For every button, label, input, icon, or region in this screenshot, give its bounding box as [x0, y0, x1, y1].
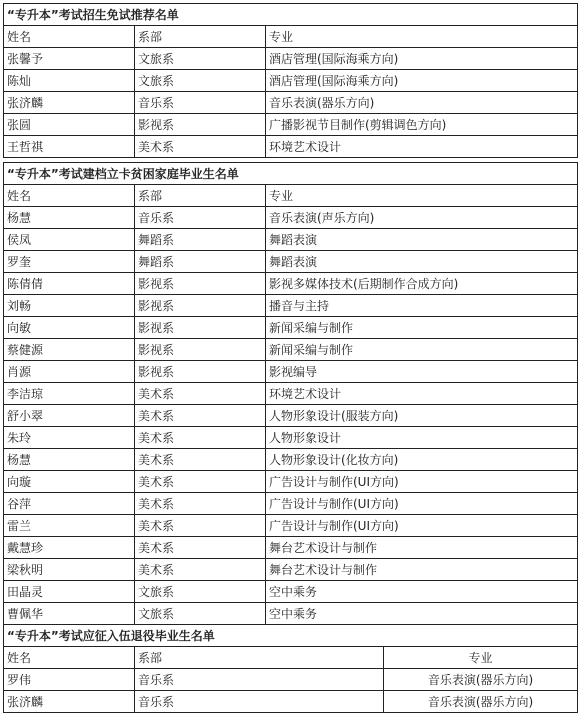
cell-department: 影视系: [135, 273, 266, 295]
cell-name: 戴慧珍: [4, 537, 135, 559]
cell-major: 舞蹈表演: [266, 251, 578, 273]
cell-name: 张济麟: [4, 691, 135, 713]
table-row: [4, 515, 578, 537]
cell-major: 环境艺术设计: [266, 383, 578, 405]
cell-name: 李洁琼: [4, 383, 135, 405]
cell-major: 新闻采编与制作: [266, 339, 578, 361]
cell-major: 酒店管理(国际海乘方向): [266, 70, 578, 92]
cell-name: 罗奎: [4, 251, 135, 273]
cell-name: 肖源: [4, 361, 135, 383]
table-row: [4, 317, 578, 339]
cell-department: 影视系: [135, 317, 266, 339]
header-department: 系部: [135, 647, 384, 669]
cell-name: 侯凤: [4, 229, 135, 251]
cell-department: 美术系: [135, 471, 266, 493]
cell-major: 音乐表演(声乐方向): [266, 207, 578, 229]
cell-name: 王哲祺: [4, 136, 135, 158]
table-row: [4, 559, 578, 581]
cell-department: 影视系: [135, 295, 266, 317]
cell-major: 音乐表演(器乐方向): [384, 691, 578, 713]
table-row: [4, 405, 578, 427]
table-row: [4, 339, 578, 361]
table-veteran-graduates: [3, 624, 578, 713]
cell-department: 美术系: [135, 537, 266, 559]
cell-department: 文旅系: [135, 603, 266, 625]
table-body: [4, 4, 578, 158]
cell-department: 影视系: [135, 361, 266, 383]
cell-department: 美术系: [135, 515, 266, 537]
cell-name: 向敏: [4, 317, 135, 339]
cell-major: 环境艺术设计: [266, 136, 578, 158]
cell-major: 舞蹈表演: [266, 229, 578, 251]
table-row: [4, 581, 578, 603]
cell-major: 空中乘务: [266, 603, 578, 625]
cell-department: 美术系: [135, 559, 266, 581]
table-header-row: [4, 647, 578, 669]
cell-name: 曹佩华: [4, 603, 135, 625]
table-row: [4, 669, 578, 691]
cell-name: 蔡健源: [4, 339, 135, 361]
cell-department: 文旅系: [135, 581, 266, 603]
cell-name: 谷萍: [4, 493, 135, 515]
header-name: 姓名: [4, 185, 135, 207]
table-title-row: [4, 625, 578, 647]
cell-major: 人物形象设计(服装方向): [266, 405, 578, 427]
header-name: 姓名: [4, 647, 135, 669]
table-row: [4, 295, 578, 317]
cell-major: 空中乘务: [266, 581, 578, 603]
cell-department: 音乐系: [135, 207, 266, 229]
cell-name: 张圆: [4, 114, 135, 136]
table-row: [4, 691, 578, 713]
table-row: [4, 114, 578, 136]
cell-name: 田晶灵: [4, 581, 135, 603]
cell-major: 广告设计与制作(UI方向): [266, 515, 578, 537]
table-row: [4, 229, 578, 251]
table-title-row: [4, 163, 578, 185]
cell-major: 舞台艺术设计与制作: [266, 559, 578, 581]
cell-name: 雷兰: [4, 515, 135, 537]
table-row: [4, 493, 578, 515]
table-row: [4, 449, 578, 471]
table-recommended: [3, 3, 578, 158]
cell-major: 影视编导: [266, 361, 578, 383]
cell-major: 舞台艺术设计与制作: [266, 537, 578, 559]
cell-name: 舒小翠: [4, 405, 135, 427]
cell-department: 文旅系: [135, 48, 266, 70]
cell-department: 影视系: [135, 114, 266, 136]
cell-name: 梁秋明: [4, 559, 135, 581]
table-title-row: [4, 4, 578, 26]
cell-major: 音乐表演(器乐方向): [266, 92, 578, 114]
table-row: [4, 207, 578, 229]
header-major: 专业: [266, 26, 578, 48]
table-body: [4, 625, 578, 713]
cell-name: 杨慧: [4, 449, 135, 471]
cell-name: 向璇: [4, 471, 135, 493]
header-department: 系部: [135, 26, 266, 48]
table-row: [4, 273, 578, 295]
cell-name: 朱玲: [4, 427, 135, 449]
cell-department: 舞蹈系: [135, 229, 266, 251]
cell-major: 新闻采编与制作: [266, 317, 578, 339]
header-major: 专业: [266, 185, 578, 207]
table-row: [4, 136, 578, 158]
table-row: [4, 427, 578, 449]
cell-name: 张馨予: [4, 48, 135, 70]
cell-department: 音乐系: [135, 92, 266, 114]
cell-name: 罗伟: [4, 669, 135, 691]
table-row: [4, 383, 578, 405]
cell-name: 陈倩倩: [4, 273, 135, 295]
cell-department: 美术系: [135, 493, 266, 515]
cell-major: 酒店管理(国际海乘方向): [266, 48, 578, 70]
table-row: [4, 70, 578, 92]
cell-department: 文旅系: [135, 70, 266, 92]
header-major: 专业: [384, 647, 578, 669]
cell-department: 舞蹈系: [135, 251, 266, 273]
cell-major: 影视多媒体技术(后期制作合成方向): [266, 273, 578, 295]
cell-department: 美术系: [135, 427, 266, 449]
cell-major: 广告设计与制作(UI方向): [266, 471, 578, 493]
section-title: “专升本”考试建档立卡贫困家庭毕业生名单: [4, 163, 578, 185]
cell-major: 播音与主持: [266, 295, 578, 317]
table-row: [4, 603, 578, 625]
table-row: [4, 537, 578, 559]
cell-department: 影视系: [135, 339, 266, 361]
section-title: “专升本”考试应征入伍退役毕业生名单: [4, 625, 578, 647]
table-poverty-graduates: [3, 162, 578, 625]
cell-name: 张济麟: [4, 92, 135, 114]
cell-department: 音乐系: [135, 669, 384, 691]
header-name: 姓名: [4, 26, 135, 48]
cell-name: 刘畅: [4, 295, 135, 317]
table-header-row: [4, 26, 578, 48]
table-row: [4, 92, 578, 114]
cell-major: 广播影视节目制作(剪辑调色方向): [266, 114, 578, 136]
cell-major: 音乐表演(器乐方向): [384, 669, 578, 691]
cell-major: 人物形象设计: [266, 427, 578, 449]
table-header-row: [4, 185, 578, 207]
cell-name: 陈灿: [4, 70, 135, 92]
cell-department: 美术系: [135, 136, 266, 158]
cell-name: 杨慧: [4, 207, 135, 229]
table-row: [4, 471, 578, 493]
cell-major: 人物形象设计(化妆方向): [266, 449, 578, 471]
table-row: [4, 251, 578, 273]
header-department: 系部: [135, 185, 266, 207]
table-row: [4, 361, 578, 383]
table-body: [4, 163, 578, 625]
table-row: [4, 48, 578, 70]
cell-department: 美术系: [135, 383, 266, 405]
cell-department: 美术系: [135, 449, 266, 471]
cell-department: 美术系: [135, 405, 266, 427]
section-title: “专升本”考试招生免试推荐名单: [4, 4, 578, 26]
cell-major: 广告设计与制作(UI方向): [266, 493, 578, 515]
cell-department: 音乐系: [135, 691, 384, 713]
